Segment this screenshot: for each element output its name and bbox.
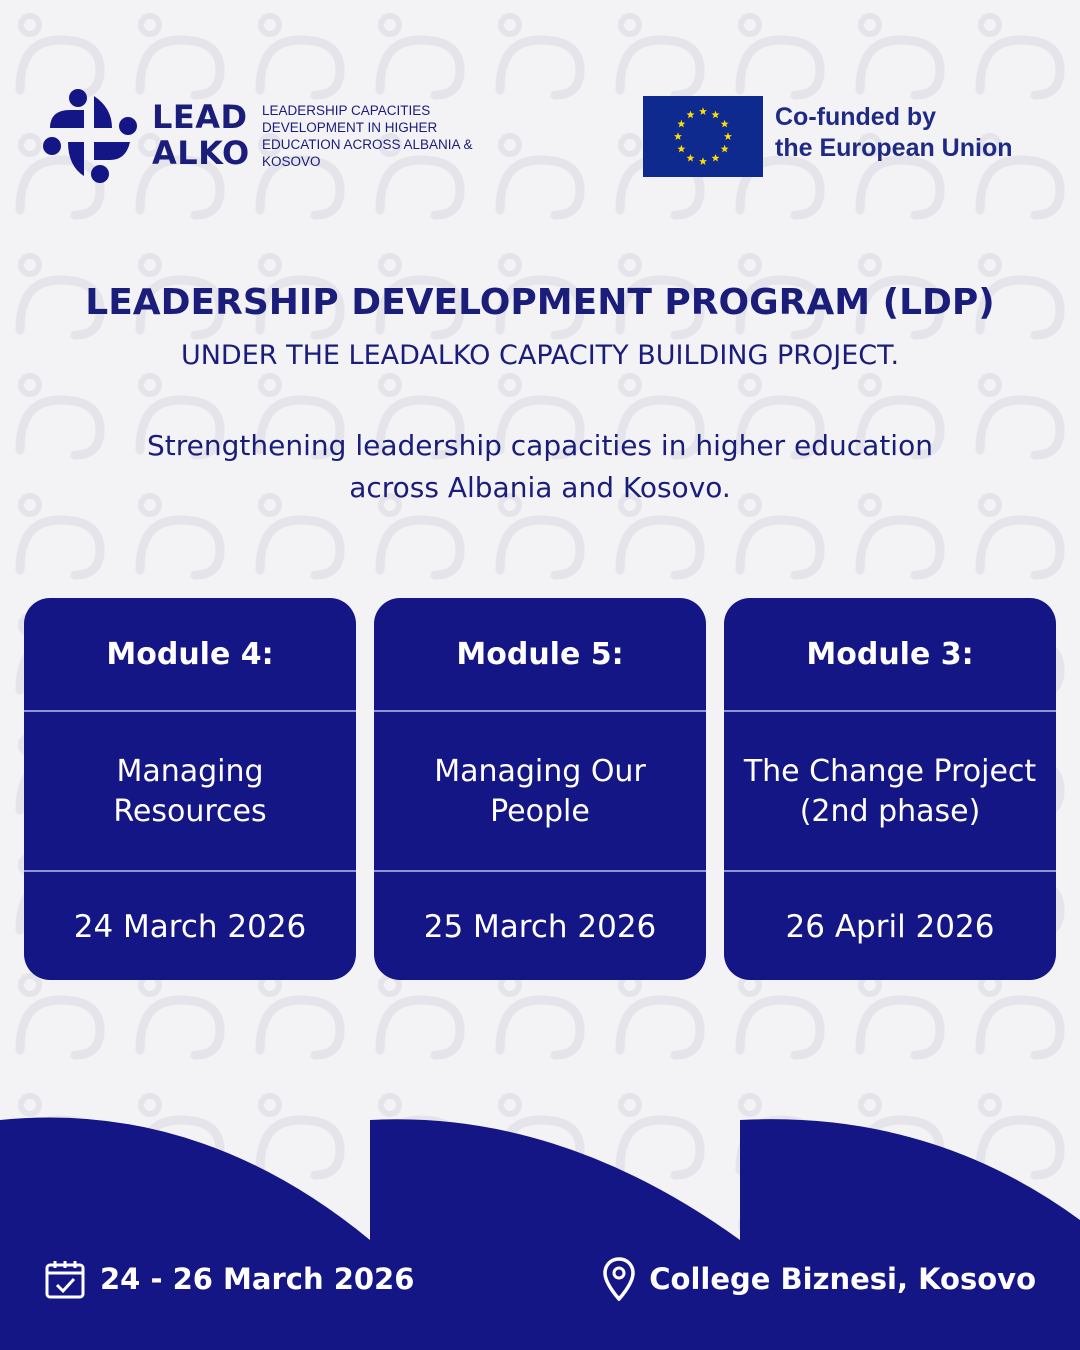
card-divider <box>374 870 706 872</box>
logo-word-lead: LEAD <box>152 98 248 136</box>
module-card <box>724 598 1056 980</box>
leadalko-logo-mark-icon <box>42 88 138 184</box>
module-card <box>24 598 356 980</box>
card-divider <box>24 710 356 712</box>
footer-location <box>603 1256 1036 1302</box>
eu-text <box>775 102 1013 164</box>
module-label: Module 5: <box>456 637 624 672</box>
module-topic: The Change Project (2nd phase) <box>743 754 1037 829</box>
footer-date-text: 24 - 26 March 2026 <box>100 1262 415 1296</box>
module-topic: Managing Our People <box>434 754 646 829</box>
module-card <box>374 598 706 980</box>
footer-event-dates <box>44 1256 414 1302</box>
logo-tagline: LEADERSHIP CAPACITIES DEVELOPMENT IN HIGHER EDUCATION ACROSS ALBANIA & KOSOVO <box>262 103 473 169</box>
logo-word-alko: ALKO <box>152 134 250 172</box>
map-pin-icon <box>603 1257 635 1301</box>
module-label: Module 3: <box>806 637 974 672</box>
eu-cofunding <box>643 96 1043 178</box>
card-divider <box>374 710 706 712</box>
page-title: LEADERSHIP DEVELOPMENT PROGRAM (LDP) <box>85 282 995 323</box>
card-divider <box>724 870 1056 872</box>
module-date: 25 March 2026 <box>423 908 657 945</box>
eu-text-line1: Co-funded by <box>775 103 937 131</box>
card-divider <box>24 870 356 872</box>
eu-flag-icon <box>643 96 763 177</box>
leadalko-logo <box>42 88 472 188</box>
module-date: 26 April 2026 <box>785 908 995 945</box>
card-divider <box>724 710 1056 712</box>
footer-background <box>0 1110 1080 1350</box>
module-topic: Managing Resources <box>113 754 267 829</box>
page-subtitle: UNDER THE LEADALKO CAPACITY BUILDING PROJECT. <box>180 340 900 371</box>
calendar-check-icon <box>44 1258 86 1300</box>
module-label: Module 4: <box>106 637 274 672</box>
module-date: 24 March 2026 <box>73 908 307 945</box>
footer-location-text: College Biznesi, Kosovo <box>649 1262 1036 1296</box>
eu-text-line2: the European Union <box>775 134 1013 162</box>
program-description: Strengthening leadership capacities in higher education across Albania and Kosovo. <box>147 429 933 504</box>
